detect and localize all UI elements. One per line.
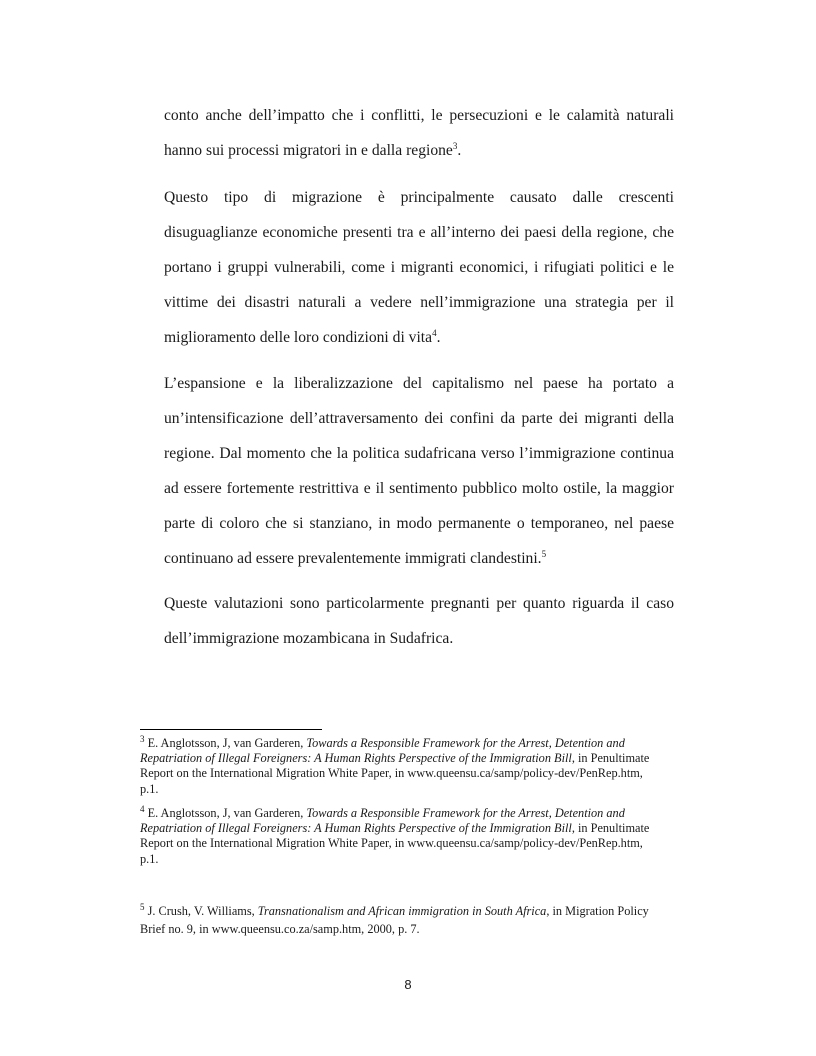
- paragraph-text: L’espansione e la liberalizzazione del capitalismo nel paese ha portato a un’intensificazione dell’attraversamento dei confini da parte dei migranti della regione. Dal momento che la politica sudafricana verso l’immigrazione continua ad essere fortemente restrittiva e il sentimento pubblico molto ostile, la maggior parte di coloro che si stanziano, in modo permanente o temporaneo, nel paese continuano ad essere prevalentemente immigrati clandestini.: [164, 375, 674, 567]
- body-paragraph: [164, 586, 674, 656]
- footnote-authors: J. Crush, V. Williams,: [147, 904, 255, 918]
- footnote-separator: [140, 729, 322, 730]
- footnote: [140, 803, 660, 867]
- footnote: [140, 902, 660, 938]
- footnote-reference[interactable]: 4: [432, 327, 437, 338]
- footnote-title: Transnationalism and African immigration in South Africa: [257, 904, 547, 918]
- footnote-authors: E. Anglotsson, J, van Garderen,: [147, 736, 304, 750]
- body-paragraph: Questo tipo di migrazione è principalmente causato dalle crescenti disuguaglianze economiche presenti tra e all’interno dei paesi della regione, che portano i gruppi vulnerabili, come i migranti economici, i rifugiati politici e le vittime dei disastri naturali a vedere nell’immigrazione una strategia per il miglioramento delle loro condizioni di vita$^4$.: [164, 189, 674, 346]
- footnote-source: , in Penultimate Report on the International Migration White Paper, in www.queensu.ca/samp/policy-dev/PenRep.htm, p.1.: [140, 751, 650, 796]
- footnote-reference[interactable]: 5: [541, 548, 547, 559]
- footnote-source: , in Migration Policy Brief no. 9, in www.queensu.co.za/samp.htm, 2000, p. 7.: [140, 904, 649, 936]
- paragraph-text: conto anche dell’impatto che i conflitti, le persecuzioni e le calamità naturali hanno sui processi migratori in e dalla regione: [164, 107, 674, 159]
- footnote: [140, 733, 660, 797]
- footnote-title: Towards a Responsible Framework for the Arrest, Detention and Repatriation of Illegal Foreigners: A Human Rights Perspective of the Immigration Bill: [140, 736, 625, 766]
- footnote-reference[interactable]: 3: [452, 140, 458, 151]
- footnote-number: 4: [140, 803, 145, 814]
- footnote-number: 5: [140, 901, 145, 912]
- footnote-title: Towards a Responsible Framework for the Arrest, Detention and Repatriation of Illegal Foreigners: A Human Rights Perspective of the Immigration Bill: [140, 806, 625, 836]
- body-paragraph: conto anche dell’impatto che i conflitti, le persecuzioni e le calamità naturali hanno sui processi migratori in e dalla regione$^3$.: [164, 107, 674, 159]
- paragraph-text: Queste valutazioni sono particolarmente pregnanti per quanto riguarda il caso dell’immigrazione mozambicana in Sudafrica.: [164, 595, 674, 647]
- body-paragraph: [164, 366, 674, 576]
- footnote-authors: E. Anglotsson, J, van Garderen,: [147, 806, 304, 820]
- footnote-source: , in Penultimate Report on the International Migration White Paper, in www.queensu.ca/samp/policy-dev/PenRep.htm, p.1.: [140, 821, 650, 866]
- page-number: 8: [404, 977, 412, 992]
- footnote-number: 3: [140, 733, 145, 744]
- paragraph-text: Questo tipo di migrazione è principalmente causato dalle crescenti disuguaglianze economiche presenti tra e all’interno dei paesi della regione, che portano i gruppi vulnerabili, come i migranti economici, i rifugiati politici e le vittime dei disastri naturali a vedere nell’immigrazione una strategia per il miglioramento delle loro condizioni di vita: [164, 189, 674, 346]
